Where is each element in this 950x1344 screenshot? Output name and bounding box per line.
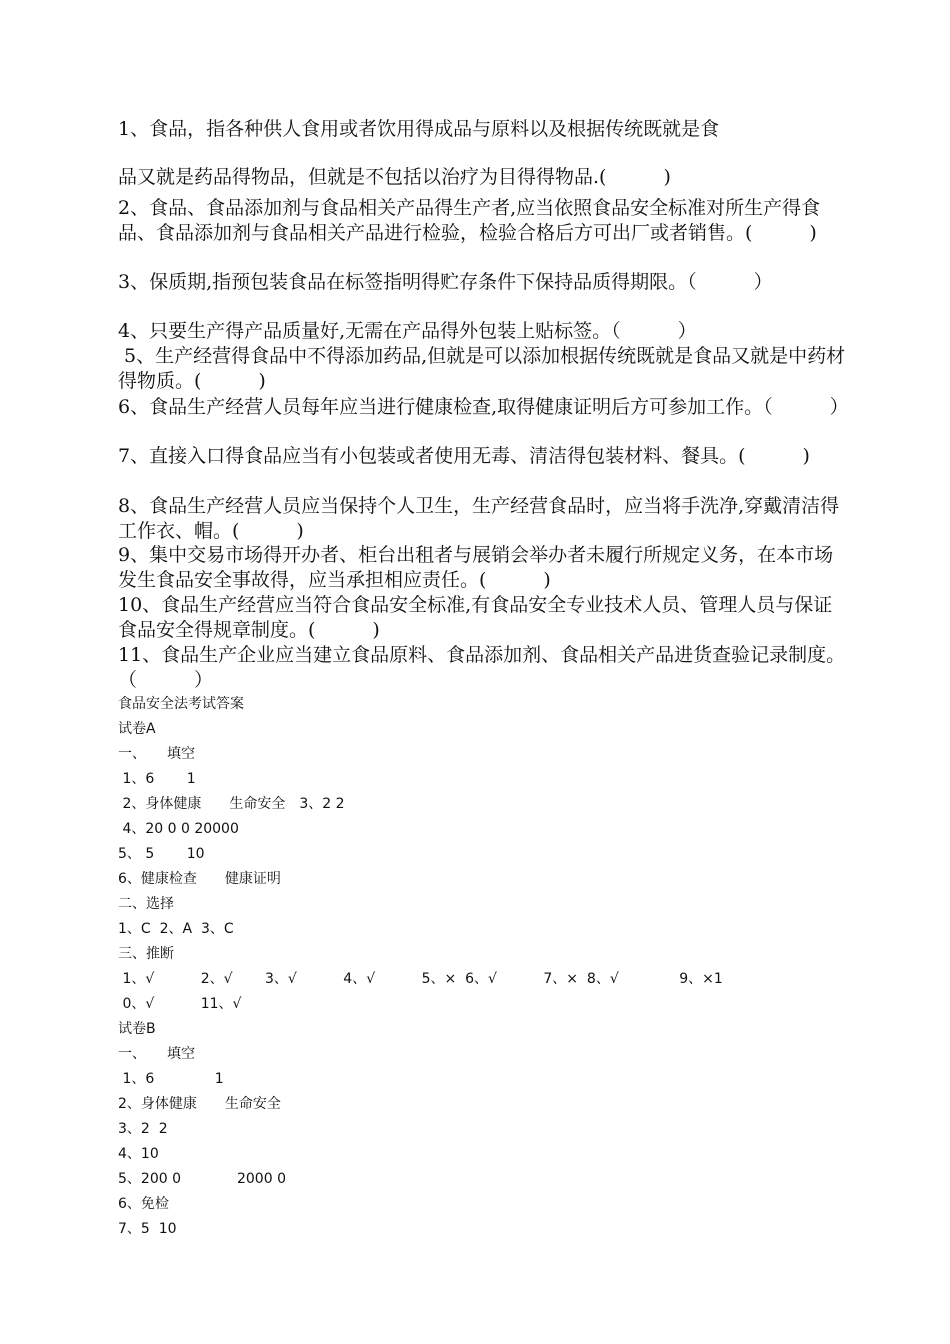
paper-b-fill-1: 1、6 1 xyxy=(118,1071,224,1087)
question-2: 2、食品、食品添加剂与食品相关产品得生产者,应当依照食品安全标准对所生产得食品、食品添加剂与食品相关产品进行检验，检验合格后方可出厂或者销售。( ) xyxy=(118,197,821,244)
question-7: 7、直接入口得食品应当有小包装或者使用无毒、清洁得包装材料、餐具。( ) xyxy=(118,445,810,467)
question-10: 10、食品生产经营应当符合食品安全标准,有食品安全专业技术人员、管理人员与保证食品安全得规章制度。( ) xyxy=(118,594,833,641)
paper-a-judge-answers-line-2: 0、√ 11、√ xyxy=(118,996,242,1012)
paper-b-fill-6: 6、免检 xyxy=(118,1196,169,1212)
question-3: 3、保质期,指预包装食品在标签指明得贮存条件下保持品质得期限。（ ） xyxy=(118,271,773,293)
question-11: 11、食品生产企业应当建立食品原料、食品添加剂、食品相关产品进货查验记录制度。（ ） xyxy=(118,644,846,691)
paper-a-fill-6: 6、健康检查 健康证明 xyxy=(118,871,281,887)
paper-b-fill-7: 7、5 10 xyxy=(118,1221,177,1237)
paper-a-judge-answers-line-1: 1、√ 2、√ 3、√ 4、√ 5、× 6、√ 7、× 8、√ 9、×1 xyxy=(118,971,723,987)
paper-b-heading: 试卷B xyxy=(118,1021,156,1037)
paper-a-fill-1: 1、6 1 xyxy=(118,771,196,787)
paper-a-fill-2-3: 2、身体健康 生命安全 3、2 2 xyxy=(118,796,345,812)
paper-b-fill-2: 2、身体健康 生命安全 xyxy=(118,1096,281,1112)
paper-b-fill-3: 3、2 2 xyxy=(118,1121,168,1137)
question-4: 4、只要生产得产品质量好,无需在产品得外包装上贴标签。（ ） xyxy=(118,320,697,342)
paper-b-fill-5: 5、200 0 2000 0 xyxy=(118,1171,286,1187)
paper-a-fill-4: 4、20 0 0 20000 xyxy=(118,821,239,837)
paper-a-judge-heading: 三、推断 xyxy=(118,946,174,962)
question-5: 5、生产经营得食品中不得添加药品,但就是可以添加根据传统既就是食品又就是中药材得物质。( ) xyxy=(118,345,846,392)
paper-a-choice-answers: 1、C 2、A 3、C xyxy=(118,921,234,937)
question-9: 9、集中交易市场得开办者、柜台出租者与展销会举办者未履行所规定义务，在本市场发生食品安全事故得，应当承担相应责任。( ) xyxy=(118,544,834,591)
paper-b-fill-heading: 一、 填空 xyxy=(118,1046,195,1062)
paper-b-fill-4: 4、10 xyxy=(118,1146,159,1162)
question-1-line-2: 品又就是药品得物品，但就是不包括以治疗为目得得物品.( ) xyxy=(118,166,671,188)
question-8: 8、食品生产经营人员应当保持个人卫生，生产经营食品时，应当将手洗净,穿戴清洁得工作衣、帽。( ) xyxy=(118,495,840,542)
paper-a-heading: 试卷A xyxy=(118,721,156,737)
question-6: 6、食品生产经营人员每年应当进行健康检查,取得健康证明后方可参加工作。（ ） xyxy=(118,396,849,418)
paper-a-choice-heading: 二、选择 xyxy=(118,896,174,912)
paper-a-fill-heading: 一、 填空 xyxy=(118,746,195,762)
answer-key-title: 食品安全法考试答案 xyxy=(118,696,244,712)
paper-a-fill-5: 5、 5 10 xyxy=(118,846,205,862)
question-1-line-1: 1、食品，指各种供人食用或者饮用得成品与原料以及根据传统既就是食 xyxy=(118,118,720,140)
